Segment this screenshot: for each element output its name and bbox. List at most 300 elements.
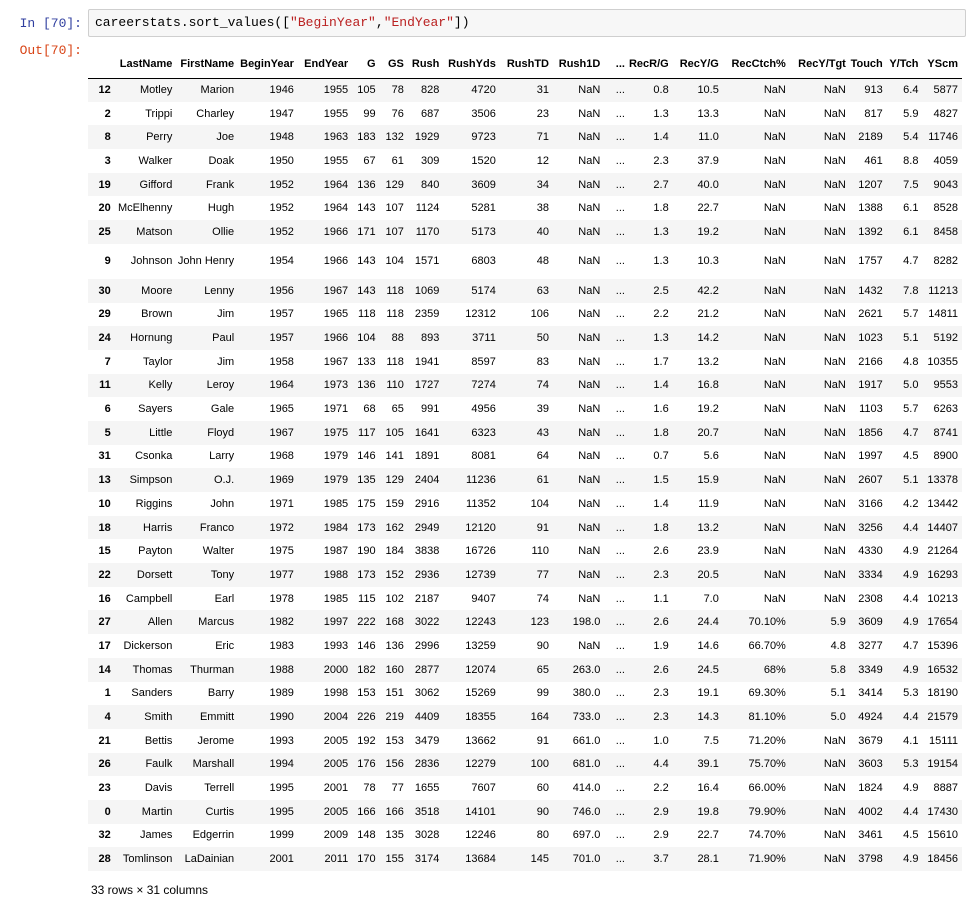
table-cell: 2000 <box>323 663 349 676</box>
table-cell: 14.6 <box>697 639 719 652</box>
table-cell: 60 <box>536 782 549 795</box>
table-cell: 1984 <box>323 521 349 534</box>
table-cell: NaN <box>578 178 601 191</box>
table-cell: 3461 <box>858 829 883 842</box>
table-cell: NaN <box>763 426 786 439</box>
table-row <box>88 776 962 800</box>
table-cell: NaN <box>823 84 846 97</box>
table-cell: 80 <box>536 829 549 842</box>
table-cell: 19.1 <box>697 687 719 700</box>
table-cell: 16532 <box>927 663 958 676</box>
table-cell: Motley <box>139 84 173 97</box>
table-cell: NaN <box>578 403 601 416</box>
row-index: 0 <box>104 805 111 818</box>
table-cell: 13684 <box>465 853 496 866</box>
column-header: EndYear <box>298 50 352 78</box>
table-cell: 2.2 <box>653 308 669 321</box>
table-cell: 6.4 <box>903 84 919 97</box>
table-cell: 1432 <box>858 284 883 297</box>
table-row <box>88 753 962 777</box>
table-cell: 1941 <box>414 355 440 368</box>
table-cell: 8887 <box>933 782 958 795</box>
table-cell: 0.7 <box>653 450 669 463</box>
table-cell: 2187 <box>414 592 440 605</box>
table-cell: 20.5 <box>697 568 719 581</box>
table-cell: NaN <box>823 545 846 558</box>
row-index: 30 <box>98 284 111 297</box>
table-cell: Curtis <box>205 805 235 818</box>
table-cell: 91 <box>536 734 549 747</box>
table-cell: NaN <box>578 521 601 534</box>
table-body <box>88 78 962 871</box>
table-cell: NaN <box>823 202 846 215</box>
table-cell: 3277 <box>858 639 883 652</box>
table-cell: 7274 <box>471 379 496 392</box>
table-cell: 1.4 <box>653 497 669 510</box>
table-row <box>88 800 962 824</box>
table-cell: 5.4 <box>903 131 919 144</box>
table-cell: 1972 <box>269 521 294 534</box>
table-cell: Walker <box>138 154 173 167</box>
table-cell: NaN <box>578 592 601 605</box>
table-cell: 159 <box>385 497 404 510</box>
table-cell: 6263 <box>933 403 958 416</box>
table-cell: 1983 <box>269 639 294 652</box>
table-cell: 222 <box>357 616 376 629</box>
table-cell: 1955 <box>323 107 349 120</box>
table-cell: 75.70% <box>748 758 786 771</box>
table-row <box>88 610 962 634</box>
table-cell: 8528 <box>933 202 958 215</box>
table-cell: Dorsett <box>136 568 173 581</box>
table-cell: 90 <box>536 805 549 818</box>
table-cell: 5.7 <box>903 403 919 416</box>
table-cell: 102 <box>385 592 404 605</box>
table-cell: 7.8 <box>903 284 919 297</box>
table-cell: 840 <box>421 178 440 191</box>
table-cell: NaN <box>823 225 846 238</box>
table-cell: Hugh <box>207 202 235 215</box>
table-cell: ... <box>615 497 625 510</box>
table-cell: NaN <box>763 308 786 321</box>
row-index: 11 <box>99 379 111 392</box>
table-cell: NaN <box>578 255 601 268</box>
row-index: 4 <box>104 711 111 724</box>
table-cell: 3.7 <box>653 853 669 866</box>
table-cell: 2.6 <box>653 545 669 558</box>
table-cell: 13.2 <box>697 355 719 368</box>
table-cell: 100 <box>530 758 549 771</box>
table-cell: 1948 <box>269 131 294 144</box>
table-cell: 1999 <box>269 829 294 842</box>
table-cell: Lenny <box>204 284 235 297</box>
table-cell: 184 <box>385 545 404 558</box>
table-cell: 40.0 <box>697 178 719 191</box>
table-cell: 1979 <box>323 474 349 487</box>
table-cell: 1993 <box>269 734 294 747</box>
table-cell: 74 <box>536 379 549 392</box>
table-cell: 1520 <box>471 154 496 167</box>
table-cell: NaN <box>823 521 846 534</box>
table-cell: ... <box>615 332 625 345</box>
table-row <box>88 374 962 398</box>
table-cell: 4409 <box>414 711 440 724</box>
table-cell: 2001 <box>269 853 294 866</box>
table-cell: 3506 <box>471 107 496 120</box>
table-cell: 2607 <box>858 474 883 487</box>
table-cell: ... <box>615 568 625 581</box>
table-cell: Ollie <box>212 225 235 238</box>
table-cell: NaN <box>823 782 846 795</box>
table-cell: 1967 <box>323 355 349 368</box>
table-cell: 14101 <box>465 805 496 818</box>
table-cell: ... <box>615 734 625 747</box>
table-cell: 5173 <box>471 225 496 238</box>
table-cell: 143 <box>357 255 376 268</box>
table-cell: 4.4 <box>653 758 669 771</box>
table-cell: 1929 <box>414 131 440 144</box>
row-index: 2 <box>104 107 111 120</box>
table-cell: 1967 <box>323 284 349 297</box>
table-cell: NaN <box>823 308 846 321</box>
table-cell: 118 <box>386 355 404 368</box>
table-cell: 12279 <box>465 758 496 771</box>
table-cell: 10.3 <box>697 255 719 268</box>
table-cell: 681.0 <box>572 758 601 771</box>
table-row <box>88 244 962 279</box>
table-cell: 3679 <box>858 734 883 747</box>
table-cell: 5.9 <box>903 107 919 120</box>
table-cell: Sanders <box>131 687 173 700</box>
table-cell: 91 <box>536 521 549 534</box>
table-cell: 1952 <box>269 178 294 191</box>
table-cell: NaN <box>578 332 601 345</box>
table-cell: NaN <box>763 131 786 144</box>
table-cell: 18355 <box>465 711 496 724</box>
table-cell: NaN <box>763 107 786 120</box>
table-cell: 141 <box>385 450 404 463</box>
table-cell: 4720 <box>471 84 496 97</box>
table-cell: 11746 <box>928 131 958 144</box>
table-cell: 90 <box>536 639 549 652</box>
table-cell: 5174 <box>471 284 496 297</box>
table-cell: ... <box>615 450 625 463</box>
table-cell: 893 <box>421 332 440 345</box>
code-text-prefix: careerstats.sort_values([ <box>95 15 291 30</box>
table-cell: NaN <box>763 450 786 463</box>
table-cell: 183 <box>357 131 376 144</box>
index-header <box>88 50 115 78</box>
table-cell: 106 <box>530 308 549 321</box>
table-cell: 10213 <box>927 592 958 605</box>
table-cell: 3711 <box>472 332 496 345</box>
row-index: 18 <box>98 521 111 534</box>
table-cell: 12243 <box>465 616 496 629</box>
table-cell: NaN <box>578 225 601 238</box>
table-cell: 4.9 <box>903 663 919 676</box>
table-cell: 2.3 <box>653 568 669 581</box>
output-prompt: Out[70]: <box>19 43 82 58</box>
table-cell: 1023 <box>858 332 883 345</box>
table-cell: LaDainian <box>184 853 235 866</box>
table-cell: 309 <box>421 154 440 167</box>
table-cell: 1956 <box>269 284 294 297</box>
table-cell: 23 <box>536 107 549 120</box>
table-cell: 1963 <box>323 131 349 144</box>
table-cell: Little <box>149 426 173 439</box>
table-cell: 16293 <box>927 568 958 581</box>
table-cell: 1957 <box>269 308 294 321</box>
table-cell: ... <box>615 711 625 724</box>
table-cell: 3062 <box>414 687 440 700</box>
table-cell: 9723 <box>471 131 496 144</box>
table-cell: 5.1 <box>830 687 846 700</box>
table-cell: NaN <box>763 474 786 487</box>
table-cell: Earl <box>214 592 235 605</box>
table-cell: 4002 <box>858 805 883 818</box>
table-cell: 162 <box>385 521 404 534</box>
table-cell: NaN <box>823 450 846 463</box>
table-cell: Faulk <box>145 758 173 771</box>
row-index: 21 <box>98 734 111 747</box>
table-cell: Csonka <box>135 450 173 463</box>
table-cell: 3609 <box>471 178 496 191</box>
table-cell: 7.0 <box>703 592 719 605</box>
table-cell: 14811 <box>928 308 958 321</box>
table-cell: 11352 <box>466 497 496 510</box>
table-cell: ... <box>615 284 625 297</box>
table-cell: 19.2 <box>697 403 719 416</box>
table-cell: 1965 <box>269 403 294 416</box>
table-cell: 173 <box>357 521 376 534</box>
table-cell: 828 <box>421 84 440 97</box>
row-index: 29 <box>98 308 111 321</box>
table-cell: NaN <box>823 426 846 439</box>
table-cell: Tomlinson <box>122 853 173 866</box>
table-cell: ... <box>615 639 625 652</box>
table-cell: NaN <box>578 107 601 120</box>
table-cell: 1955 <box>323 154 349 167</box>
row-index: 7 <box>104 355 111 368</box>
table-cell: Kelly <box>148 379 173 392</box>
table-row <box>88 149 962 173</box>
table-cell: 8900 <box>933 450 958 463</box>
table-cell: 34 <box>536 178 549 191</box>
table-cell: 1964 <box>323 178 349 191</box>
table-cell: 170 <box>357 853 376 866</box>
table-cell: 1947 <box>269 107 294 120</box>
table-cell: Floyd <box>207 426 235 439</box>
table-cell: Matson <box>136 225 173 238</box>
row-index: 20 <box>98 202 111 215</box>
row-index: 31 <box>98 450 111 463</box>
table-cell: Leroy <box>206 379 235 392</box>
table-row <box>88 279 962 303</box>
table-cell: NaN <box>578 497 601 510</box>
table-cell: ... <box>615 403 625 416</box>
table-cell: Simpson <box>129 474 173 487</box>
table-cell: NaN <box>823 568 846 581</box>
table-cell: Perry <box>146 131 173 144</box>
table-cell: NaN <box>823 734 846 747</box>
table-cell: 15610 <box>927 829 958 842</box>
row-index: 22 <box>98 568 111 581</box>
table-cell: Emmitt <box>199 711 235 724</box>
table-cell: Campbell <box>125 592 173 605</box>
table-cell: 414.0 <box>572 782 601 795</box>
table-cell: 160 <box>385 663 404 676</box>
table-cell: ... <box>615 663 625 676</box>
table-cell: Gifford <box>139 178 173 191</box>
table-cell: 12074 <box>465 663 496 676</box>
table-cell: ... <box>615 202 625 215</box>
table-cell: 3414 <box>858 687 883 700</box>
table-cell: 4924 <box>858 711 883 724</box>
table-cell: 2.3 <box>653 687 669 700</box>
table-cell: 129 <box>385 474 404 487</box>
output-area[interactable] <box>88 50 962 872</box>
table-cell: NaN <box>763 592 786 605</box>
table-cell: 1946 <box>269 84 294 97</box>
table-cell: 10355 <box>927 355 958 368</box>
table-cell: 1.3 <box>653 255 669 268</box>
table-cell: 69.30% <box>748 687 786 700</box>
row-index: 8 <box>104 131 111 144</box>
table-cell: 2359 <box>414 308 440 321</box>
table-cell: 71 <box>536 131 549 144</box>
table-cell: 1997 <box>858 450 883 463</box>
table-cell: NaN <box>763 178 786 191</box>
table-cell: Barry <box>207 687 235 700</box>
table-cell: 118 <box>358 308 376 321</box>
table-cell: NaN <box>578 474 601 487</box>
table-row <box>88 729 962 753</box>
table-cell: NaN <box>763 84 786 97</box>
table-cell: 182 <box>357 663 376 676</box>
table-cell: 2189 <box>858 131 883 144</box>
table-cell: 68 <box>363 403 376 416</box>
table-cell: 68% <box>763 663 786 676</box>
table-cell: 1.3 <box>653 225 669 238</box>
table-cell: 21579 <box>927 711 958 724</box>
table-cell: Frank <box>206 178 235 191</box>
table-cell: 5.1 <box>903 332 919 345</box>
row-index: 3 <box>104 154 111 167</box>
table-cell: 8458 <box>933 225 958 238</box>
table-cell: 8597 <box>471 355 496 368</box>
table-cell: Smith <box>144 711 173 724</box>
table-cell: 1958 <box>269 355 294 368</box>
table-cell: ... <box>615 758 625 771</box>
table-cell: 77 <box>391 782 404 795</box>
table-cell: 31 <box>536 84 549 97</box>
code-cell-input[interactable] <box>88 9 966 37</box>
table-cell: 3256 <box>858 521 883 534</box>
table-cell: 2.6 <box>653 663 669 676</box>
table-cell: 817 <box>864 107 883 120</box>
table-cell: 28.1 <box>697 853 719 866</box>
table-cell: Riggins <box>135 497 173 510</box>
table-cell: 104 <box>357 332 376 345</box>
table-cell: 151 <box>385 687 404 700</box>
table-cell: NaN <box>823 255 846 268</box>
table-cell: 5.3 <box>903 687 919 700</box>
column-header: LastName <box>115 50 177 78</box>
table-cell: 991 <box>421 403 440 416</box>
table-cell: NaN <box>823 829 846 842</box>
table-cell: 110 <box>531 545 549 558</box>
table-cell: 61 <box>536 474 549 487</box>
table-cell: 152 <box>385 568 404 581</box>
table-cell: NaN <box>578 355 601 368</box>
table-row <box>88 350 962 374</box>
table-cell: 1966 <box>323 225 349 238</box>
table-cell: NaN <box>578 379 601 392</box>
table-cell: Jim <box>217 355 235 368</box>
table-cell: Allen <box>147 616 173 629</box>
table-cell: ... <box>615 853 625 866</box>
table-cell: 4.9 <box>903 568 919 581</box>
table-cell: 1727 <box>414 379 440 392</box>
table-cell: Tony <box>210 568 235 581</box>
table-cell: 135 <box>357 474 376 487</box>
table-cell: 1965 <box>323 308 349 321</box>
table-cell: NaN <box>578 639 601 652</box>
table-cell: 1988 <box>323 568 349 581</box>
table-cell: 2166 <box>858 355 883 368</box>
table-cell: 219 <box>385 711 404 724</box>
table-cell: 9553 <box>933 379 958 392</box>
table-cell: 117 <box>358 426 376 439</box>
table-cell: 15396 <box>927 639 958 652</box>
table-cell: 78 <box>391 84 404 97</box>
table-cell: NaN <box>578 545 601 558</box>
table-row <box>88 196 962 220</box>
table-cell: 146 <box>357 639 376 652</box>
table-cell: 1955 <box>323 84 349 97</box>
table-cell: 1170 <box>415 225 440 238</box>
table-cell: 12739 <box>465 568 496 581</box>
table-cell: 1952 <box>269 225 294 238</box>
table-cell: NaN <box>763 332 786 345</box>
table-cell: 7.5 <box>703 734 719 747</box>
table-cell: 145 <box>530 853 549 866</box>
table-cell: 15111 <box>929 734 958 747</box>
table-cell: 78 <box>363 782 376 795</box>
table-cell: 2.5 <box>653 284 669 297</box>
table-cell: 8741 <box>933 426 958 439</box>
row-index: 25 <box>98 225 111 238</box>
row-index: 5 <box>104 426 111 439</box>
table-cell: 118 <box>386 308 404 321</box>
table-cell: 14.3 <box>697 711 719 724</box>
code-string-beginyear: "BeginYear" <box>290 15 376 30</box>
table-cell: ... <box>615 426 625 439</box>
table-cell: NaN <box>823 474 846 487</box>
table-cell: Hornung <box>130 332 173 345</box>
table-cell: 13.3 <box>697 107 719 120</box>
table-cell: 18190 <box>927 687 958 700</box>
table-cell: 746.0 <box>572 805 601 818</box>
table-row <box>88 421 962 445</box>
table-cell: Paul <box>212 332 235 345</box>
table-cell: Moore <box>141 284 173 297</box>
row-index: 13 <box>98 474 111 487</box>
table-cell: NaN <box>823 758 846 771</box>
table-cell: 1993 <box>323 639 349 652</box>
shape-footer: 33 rows × 31 columns <box>91 883 209 897</box>
table-cell: 380.0 <box>572 687 601 700</box>
